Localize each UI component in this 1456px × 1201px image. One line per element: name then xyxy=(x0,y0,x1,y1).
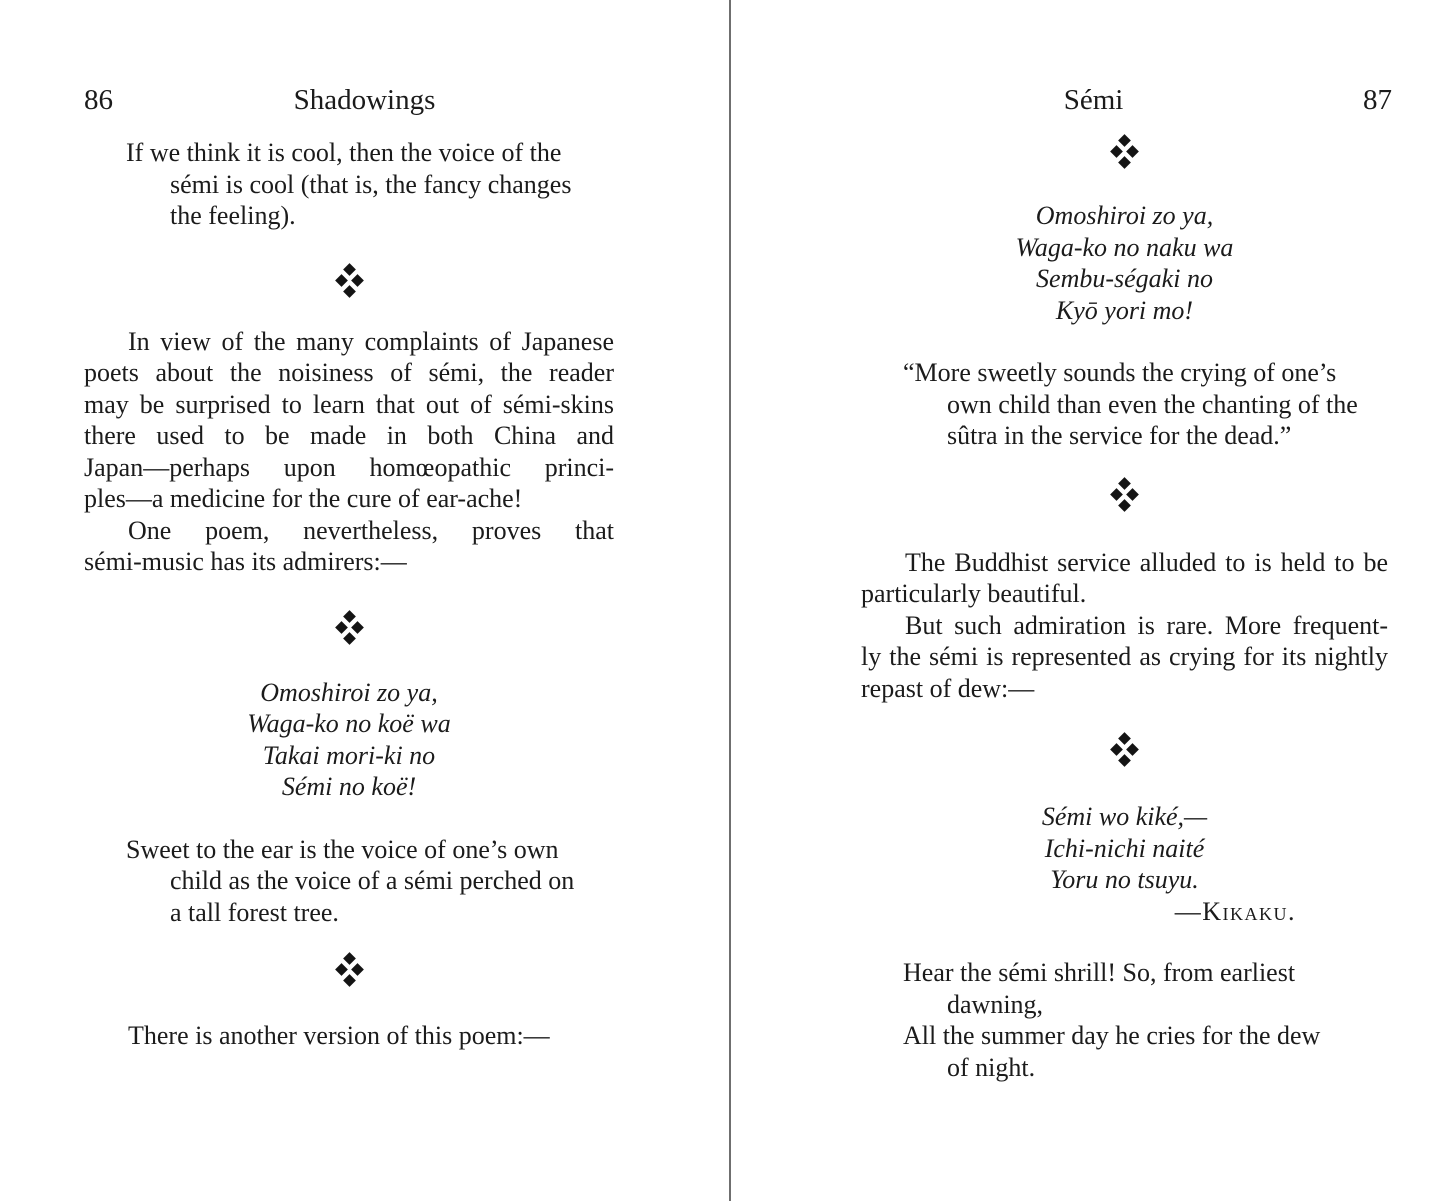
quote-line: “More sweetly sounds the crying of one’s xyxy=(903,358,1337,387)
fleuron-icon xyxy=(1112,136,1137,167)
quote-sweet xyxy=(84,834,614,929)
poem-line: Sémi wo kiké,— xyxy=(1041,802,1208,831)
paragraph-line: ly the sémi is represented as crying for its nightly xyxy=(861,642,1388,671)
paragraph-line: In view of the many complaints of Japanese xyxy=(128,326,614,356)
quote-line: Hear the sémi shrill! So, from earliest xyxy=(903,958,1296,987)
fleuron-icon xyxy=(1112,734,1137,765)
paragraph-line: Japan—perhaps upon homœopathic princi- xyxy=(84,452,614,482)
paragraph-line: poets about the noisiness of sémi, the reader xyxy=(84,358,614,387)
left-page-header xyxy=(0,84,729,117)
paragraph-line: ples—a medicine for the cure of ear-ache! xyxy=(84,484,523,513)
quote-line: dawning, xyxy=(947,989,1044,1019)
right-page-number: 87 xyxy=(1363,84,1392,116)
poem-line: Omoshiroi zo ya, xyxy=(1035,201,1214,230)
right-running-title: Sémi xyxy=(1063,84,1124,116)
fleuron-icon xyxy=(337,265,362,296)
right-text-block xyxy=(861,136,1388,1083)
right-page xyxy=(731,0,1456,1201)
quote-line: the feeling). xyxy=(170,201,296,230)
quote-line: Sweet to the ear is the voice of one’s own xyxy=(126,834,559,864)
paragraph-line: But such admiration is rare. More frequent- xyxy=(905,610,1388,640)
paragraph-line: particularly beautiful. xyxy=(861,579,1087,608)
paragraph-line: there used to be made in both China and xyxy=(84,421,614,450)
quote-hear xyxy=(861,957,1388,1083)
poem-omoshiroi xyxy=(84,677,614,803)
quote-more-sweetly xyxy=(861,357,1388,452)
poem-line: Waga-ko no koë wa xyxy=(247,709,451,738)
paragraph-line: The Buddhist service alluded to is held to be xyxy=(905,547,1388,577)
poem-line: Ichi-nichi naité xyxy=(1044,833,1205,863)
left-page-number: 86 xyxy=(84,84,113,116)
poem-line: Sembu-ségaki no xyxy=(1036,264,1213,293)
paragraph-one-poem xyxy=(84,515,614,578)
paragraph-line: sémi-music has its admirers:— xyxy=(84,547,407,576)
paragraph-complaints xyxy=(84,326,614,515)
quote-line: own child than even the chanting of the xyxy=(947,389,1358,419)
poem-attribution: —Kikaku. xyxy=(1174,896,1296,926)
quote-line: a tall forest tree. xyxy=(170,897,339,927)
left-running-title: Shadowings xyxy=(293,84,436,116)
quote-cool xyxy=(84,137,614,232)
right-page-header xyxy=(731,84,1456,117)
poem-line: Waga-ko no naku wa xyxy=(1015,232,1234,262)
paragraph-line: One poem, nevertheless, proves that xyxy=(128,515,614,545)
poem-line: Kyō yori mo! xyxy=(1055,295,1194,325)
quote-line: sémi is cool (that is, the fancy changes xyxy=(170,169,572,199)
paragraph-admiration xyxy=(861,610,1388,705)
line-another-version: There is another version of this poem:— xyxy=(128,1021,550,1050)
poem-line: Yoru no tsuyu. xyxy=(1050,865,1199,894)
fleuron-icon xyxy=(337,954,362,985)
fleuron-icon xyxy=(337,612,362,643)
poem-line: Omoshiroi zo ya, xyxy=(260,677,438,707)
fleuron-icon xyxy=(1112,479,1137,510)
poem-line: Sémi no koë! xyxy=(281,772,417,801)
quote-line: sûtra in the service for the dead.” xyxy=(947,421,1292,450)
poem-line: Takai mori-ki no xyxy=(262,740,436,770)
poem-omoshiroi-2 xyxy=(861,200,1388,326)
quote-line: of night. xyxy=(947,1052,1036,1082)
quote-line: All the summer day he cries for the dew xyxy=(903,1021,1321,1050)
quote-line: child as the voice of a sémi perched on xyxy=(170,866,575,895)
quote-line: If we think it is cool, then the voice of the xyxy=(126,138,562,167)
poem-semi-wo-kike xyxy=(861,801,1388,927)
left-text-block xyxy=(84,137,614,1052)
paragraph-line: repast of dew:— xyxy=(861,673,1035,703)
paragraph-buddhist xyxy=(861,547,1388,610)
paragraph-line: may be surprised to learn that out of sémi-skins xyxy=(84,389,614,419)
